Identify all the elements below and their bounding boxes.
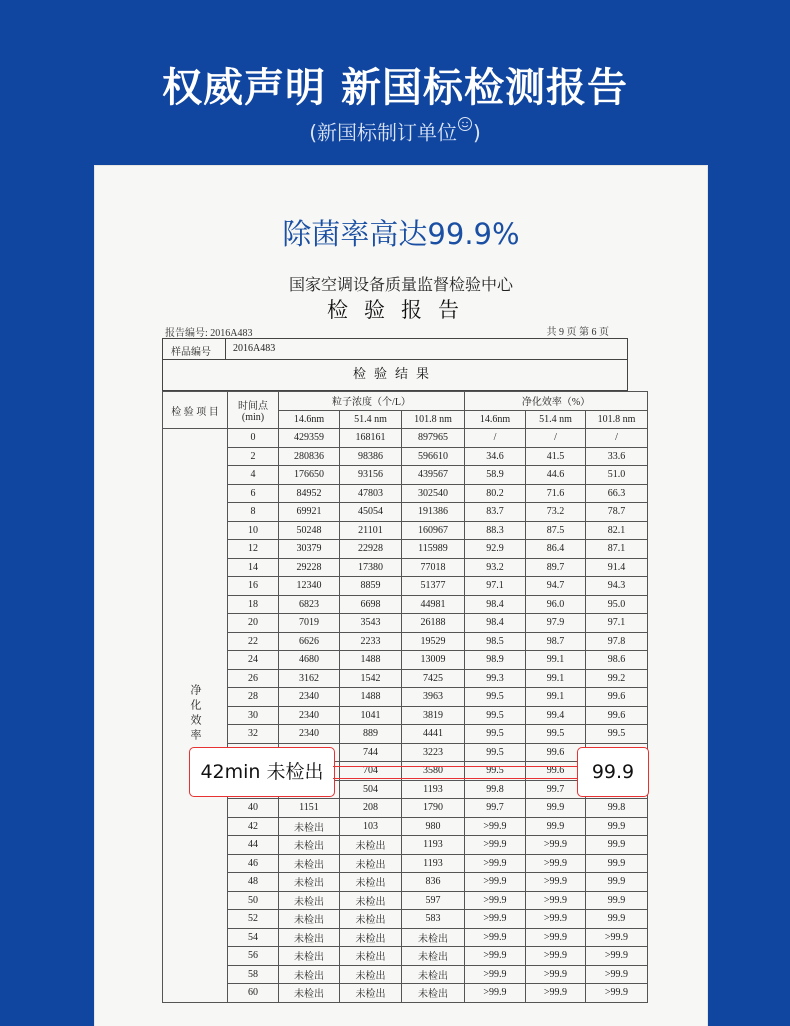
time-header: 时间点 (min) (228, 392, 279, 429)
table-cell: 未检出 (340, 854, 402, 873)
table-cell: 18 (228, 595, 279, 614)
table-row (163, 466, 648, 485)
table-cell: 3223 (402, 743, 465, 762)
table-cell: 4 (228, 466, 279, 485)
table-cell: 744 (340, 743, 402, 762)
table-cell: 83.7 (465, 503, 526, 522)
table-cell: 40 (228, 799, 279, 818)
table-cell: >99.9 (586, 965, 648, 984)
table-cell: 302540 (402, 484, 465, 503)
table-row (163, 429, 648, 448)
table-row (163, 651, 648, 670)
table-cell: 45054 (340, 503, 402, 522)
sample-value: 2016A483 (233, 343, 276, 354)
callout-connector-line-lower (333, 778, 577, 779)
table-cell: >99.9 (465, 873, 526, 892)
table-cell: 54 (228, 928, 279, 947)
sample-label: 样品编号 (171, 347, 211, 358)
table-cell: >99.9 (526, 891, 586, 910)
table-cell: 44981 (402, 595, 465, 614)
table-cell: 34.6 (465, 447, 526, 466)
table-cell: 99.9 (586, 854, 648, 873)
table-row (163, 947, 648, 966)
table-row (163, 984, 648, 1003)
table-cell: 6626 (279, 632, 340, 651)
table-cell: 98.6 (586, 651, 648, 670)
table-cell: 26188 (402, 614, 465, 633)
table-cell: 73.2 (526, 503, 586, 522)
table-cell: 1041 (340, 706, 402, 725)
table-cell: 4680 (279, 651, 340, 670)
table-cell: 3580 (402, 762, 465, 781)
table-cell: 52 (228, 910, 279, 929)
table-cell: 2233 (340, 632, 402, 651)
table-cell: 3963 (402, 688, 465, 707)
table-cell: 1488 (340, 651, 402, 670)
table-cell: >99.9 (526, 984, 586, 1003)
subtitle-close: ) (473, 120, 481, 145)
table-cell: >99.9 (465, 965, 526, 984)
callout-efficiency: 99.9 (577, 747, 649, 797)
table-cell: 99.9 (586, 873, 648, 892)
table-cell: 2 (228, 447, 279, 466)
table-cell: 98.4 (465, 595, 526, 614)
testing-center-name: 国家空调设备质量监督检验中心 (288, 275, 513, 294)
table-cell: 89.7 (526, 558, 586, 577)
table-cell: 2340 (279, 688, 340, 707)
table-cell: 98386 (340, 447, 402, 466)
table-cell: 6698 (340, 595, 402, 614)
table-cell: 439567 (402, 466, 465, 485)
table-cell: 99.5 (465, 706, 526, 725)
table-cell: 19529 (402, 632, 465, 651)
table-cell: 980 (402, 817, 465, 836)
table-cell: 93.2 (465, 558, 526, 577)
table-cell: 16 (228, 577, 279, 596)
table-cell: 50 (228, 891, 279, 910)
table-cell: 未检出 (279, 891, 340, 910)
table-cell: 168161 (340, 429, 402, 448)
item-label-cell (163, 429, 228, 1003)
table-cell: 29228 (279, 558, 340, 577)
table-cell: 30 (228, 706, 279, 725)
table-cell: 51.0 (586, 466, 648, 485)
table-cell: 未检出 (340, 965, 402, 984)
table-cell: 24 (228, 651, 279, 670)
table-cell: 30379 (279, 540, 340, 559)
table-cell: 91.4 (586, 558, 648, 577)
table-cell: 93156 (340, 466, 402, 485)
table-row (163, 669, 648, 688)
table-cell: 92.9 (465, 540, 526, 559)
table-cell: 78.7 (586, 503, 648, 522)
table-cell: >99.9 (526, 965, 586, 984)
table-cell: 1151 (279, 799, 340, 818)
table-cell: 87.1 (586, 540, 648, 559)
table-row (163, 817, 648, 836)
table-cell: 58.9 (465, 466, 526, 485)
table-cell: 99.2 (586, 669, 648, 688)
table-cell: 71.6 (526, 484, 586, 503)
smile-emoji-icon (457, 121, 473, 145)
table-cell: 97.1 (465, 577, 526, 596)
table-cell: 未检出 (279, 873, 340, 892)
table-cell: 77018 (402, 558, 465, 577)
table-cell: 未检出 (279, 928, 340, 947)
table-cell: 14 (228, 558, 279, 577)
table-cell: >99.9 (526, 947, 586, 966)
table-cell: 未检出 (279, 854, 340, 873)
page-title: 权威声明 新国标检测报告 (162, 65, 628, 111)
table-cell: 836 (402, 873, 465, 892)
table-cell: 6823 (279, 595, 340, 614)
table-cell: 99.9 (526, 817, 586, 836)
table-row (163, 965, 648, 984)
table-cell: 98.5 (465, 632, 526, 651)
particle-size-header: 101.8 nm (402, 410, 465, 429)
table-cell: 17380 (340, 558, 402, 577)
report-document (95, 166, 707, 1026)
callout-42min: 42min 未检出 (189, 747, 335, 797)
table-cell: 未检出 (402, 947, 465, 966)
table-cell: 未检出 (402, 965, 465, 984)
table-cell: 1488 (340, 688, 402, 707)
table-cell: 94.3 (586, 577, 648, 596)
table-cell: 99.3 (465, 669, 526, 688)
table-row (163, 577, 648, 596)
table-cell: 8 (228, 503, 279, 522)
callout-connector-line (333, 766, 577, 767)
particle-size-header: 14.6nm (465, 410, 526, 429)
table-cell: 99.5 (465, 725, 526, 744)
table-cell: 26 (228, 669, 279, 688)
table-cell: 7425 (402, 669, 465, 688)
table-cell: 99.6 (526, 743, 586, 762)
table-cell: 99.1 (526, 669, 586, 688)
table-cell: 99.9 (586, 910, 648, 929)
efficiency-header: 净化效率（%） (465, 392, 648, 411)
table-cell: 84952 (279, 484, 340, 503)
table-cell: 280836 (279, 447, 340, 466)
table-cell: 99.5 (465, 743, 526, 762)
table-cell: 3162 (279, 669, 340, 688)
table-row (163, 873, 648, 892)
particle-size-header: 14.6nm (279, 410, 340, 429)
table-cell: 96.0 (526, 595, 586, 614)
table-cell: 48 (228, 873, 279, 892)
report-number: 报告编号: 2016A483 (165, 328, 253, 339)
page-count: 共 9 页 第 6 页 (546, 327, 609, 338)
table-cell: 12 (228, 540, 279, 559)
table-cell: 3819 (402, 706, 465, 725)
table-cell: 889 (340, 725, 402, 744)
results-title: 检验结果 (162, 359, 628, 391)
table-row (163, 928, 648, 947)
table-cell: 44 (228, 836, 279, 855)
particle-size-header: 51.4 nm (526, 410, 586, 429)
table-row (163, 910, 648, 929)
table-cell: 80.2 (465, 484, 526, 503)
table-cell: 13009 (402, 651, 465, 670)
table-row (163, 632, 648, 651)
table-cell: 99.4 (526, 706, 586, 725)
table-cell: 704 (340, 762, 402, 781)
table-cell: 47803 (340, 484, 402, 503)
table-cell: 897965 (402, 429, 465, 448)
table-cell: 176650 (279, 466, 340, 485)
table-cell: 4441 (402, 725, 465, 744)
table-cell: >99.9 (465, 836, 526, 855)
table-cell: 191386 (402, 503, 465, 522)
table-cell: 99.6 (586, 706, 648, 725)
table-cell: 未检出 (340, 928, 402, 947)
table-cell: 597 (402, 891, 465, 910)
table-row (163, 521, 648, 540)
table-row (163, 484, 648, 503)
table-cell: 1790 (402, 799, 465, 818)
table-cell: 未检出 (279, 947, 340, 966)
table-cell: >99.9 (465, 947, 526, 966)
table-cell: 99.5 (526, 725, 586, 744)
table-cell: 未检出 (340, 873, 402, 892)
document-headline: 除菌率高达99.9% (282, 217, 520, 251)
table-row (163, 447, 648, 466)
table-row (163, 558, 648, 577)
table-row (163, 503, 648, 522)
table-cell: 1193 (402, 836, 465, 855)
table-cell: 未检出 (402, 928, 465, 947)
table-cell: / (526, 429, 586, 448)
table-cell: 99.8 (465, 780, 526, 799)
table-cell: 99.5 (465, 688, 526, 707)
table-row (163, 614, 648, 633)
table-cell: 99.7 (526, 780, 586, 799)
table-cell: 98.4 (465, 614, 526, 633)
table-cell: 未检出 (340, 910, 402, 929)
table-cell: 7019 (279, 614, 340, 633)
table-cell: 22 (228, 632, 279, 651)
table-cell: 82.1 (586, 521, 648, 540)
table-row (163, 725, 648, 744)
table-cell: 99.6 (526, 762, 586, 781)
table-cell: 99.7 (465, 799, 526, 818)
table-cell: / (465, 429, 526, 448)
table-cell: 1193 (402, 780, 465, 799)
table-cell: 未检出 (340, 891, 402, 910)
table-cell: 97.1 (586, 614, 648, 633)
table-cell: 95.0 (586, 595, 648, 614)
table-cell: 41.5 (526, 447, 586, 466)
table-cell: 未检出 (279, 965, 340, 984)
table-cell: 88.3 (465, 521, 526, 540)
table-cell: 99.6 (586, 688, 648, 707)
table-cell: 未检出 (279, 984, 340, 1003)
table-cell: 98.9 (465, 651, 526, 670)
table-cell: 596610 (402, 447, 465, 466)
table-cell: 20 (228, 614, 279, 633)
table-cell: 未检出 (340, 947, 402, 966)
table-cell: 未检出 (279, 836, 340, 855)
table-cell: 69921 (279, 503, 340, 522)
table-cell: 103 (340, 817, 402, 836)
table-cell: 3543 (340, 614, 402, 633)
table-cell: 98.7 (526, 632, 586, 651)
table-cell: 58 (228, 965, 279, 984)
table-cell: >99.9 (465, 891, 526, 910)
particle-size-header: 101.8 nm (586, 410, 648, 429)
table-cell: 99.5 (465, 762, 526, 781)
table-cell: 429359 (279, 429, 340, 448)
table-cell: 2340 (279, 725, 340, 744)
table-cell: 99.9 (586, 836, 648, 855)
table-cell: 28 (228, 688, 279, 707)
table-cell: 50248 (279, 521, 340, 540)
table-cell: 97.9 (526, 614, 586, 633)
table-cell: 60 (228, 984, 279, 1003)
table-row (163, 706, 648, 725)
table-row (163, 540, 648, 559)
table-row (163, 836, 648, 855)
table-cell: 504 (340, 780, 402, 799)
table-cell: 1542 (340, 669, 402, 688)
table-cell: 99.1 (526, 688, 586, 707)
table-cell: 0 (228, 429, 279, 448)
table-cell: >99.9 (465, 928, 526, 947)
table-cell: 94.7 (526, 577, 586, 596)
table-cell: >99.9 (526, 836, 586, 855)
table-cell: >99.9 (526, 910, 586, 929)
table-cell: 12340 (279, 577, 340, 596)
table-cell: 99.9 (586, 817, 648, 836)
table-cell: 208 (340, 799, 402, 818)
page-subtitle (0, 116, 790, 146)
table-cell: >99.9 (465, 854, 526, 873)
report-title: 检验报告 (327, 298, 475, 322)
table-cell: 未检出 (279, 910, 340, 929)
table-cell: 22928 (340, 540, 402, 559)
table-cell: / (586, 429, 648, 448)
table-cell: 未检出 (402, 984, 465, 1003)
table-cell: 6 (228, 484, 279, 503)
table-cell: >99.9 (586, 928, 648, 947)
table-row (163, 891, 648, 910)
table-cell: 未检出 (340, 836, 402, 855)
table-cell: 32 (228, 725, 279, 744)
table-cell: >99.9 (465, 984, 526, 1003)
table-cell: 99.9 (586, 891, 648, 910)
table-cell: 583 (402, 910, 465, 929)
table-cell: 44.6 (526, 466, 586, 485)
table-cell: >99.9 (526, 854, 586, 873)
table-cell: 99.9 (526, 799, 586, 818)
results-table (162, 391, 648, 1003)
table-row (163, 595, 648, 614)
sample-divider (225, 339, 226, 359)
table-cell: 未检出 (279, 817, 340, 836)
table-cell: 33.6 (586, 447, 648, 466)
item-header: 检 验 项 目 (163, 392, 228, 429)
subtitle-text: (新国标制订单位 (309, 120, 457, 145)
table-cell: >99.9 (586, 947, 648, 966)
table-row (163, 799, 648, 818)
table-cell: 46 (228, 854, 279, 873)
item-label: 净化效率 (189, 683, 201, 744)
table-cell: 66.3 (586, 484, 648, 503)
table-cell: 10 (228, 521, 279, 540)
table-cell: 51377 (402, 577, 465, 596)
table-cell: >99.9 (586, 984, 648, 1003)
table-cell: 115989 (402, 540, 465, 559)
particle-size-header: 51.4 nm (340, 410, 402, 429)
table-cell: 21101 (340, 521, 402, 540)
table-row (163, 854, 648, 873)
table-cell: 42 (228, 817, 279, 836)
table-cell: 97.8 (586, 632, 648, 651)
table-cell: >99.9 (526, 928, 586, 947)
table-cell: 99.1 (526, 651, 586, 670)
table-cell: 160967 (402, 521, 465, 540)
table-cell: 56 (228, 947, 279, 966)
table-cell: >99.9 (465, 910, 526, 929)
table-cell: 87.5 (526, 521, 586, 540)
concentration-header: 粒子浓度（个/L） (279, 392, 465, 411)
table-cell: 99.5 (586, 725, 648, 744)
table-cell: 8859 (340, 577, 402, 596)
table-cell: 99.8 (586, 799, 648, 818)
table-row (163, 688, 648, 707)
table-cell: 2340 (279, 706, 340, 725)
table-cell: 未检出 (340, 984, 402, 1003)
sample-row (162, 338, 628, 360)
table-cell: >99.9 (465, 817, 526, 836)
table-cell: 1193 (402, 854, 465, 873)
table-cell: 86.4 (526, 540, 586, 559)
table-cell: >99.9 (526, 873, 586, 892)
